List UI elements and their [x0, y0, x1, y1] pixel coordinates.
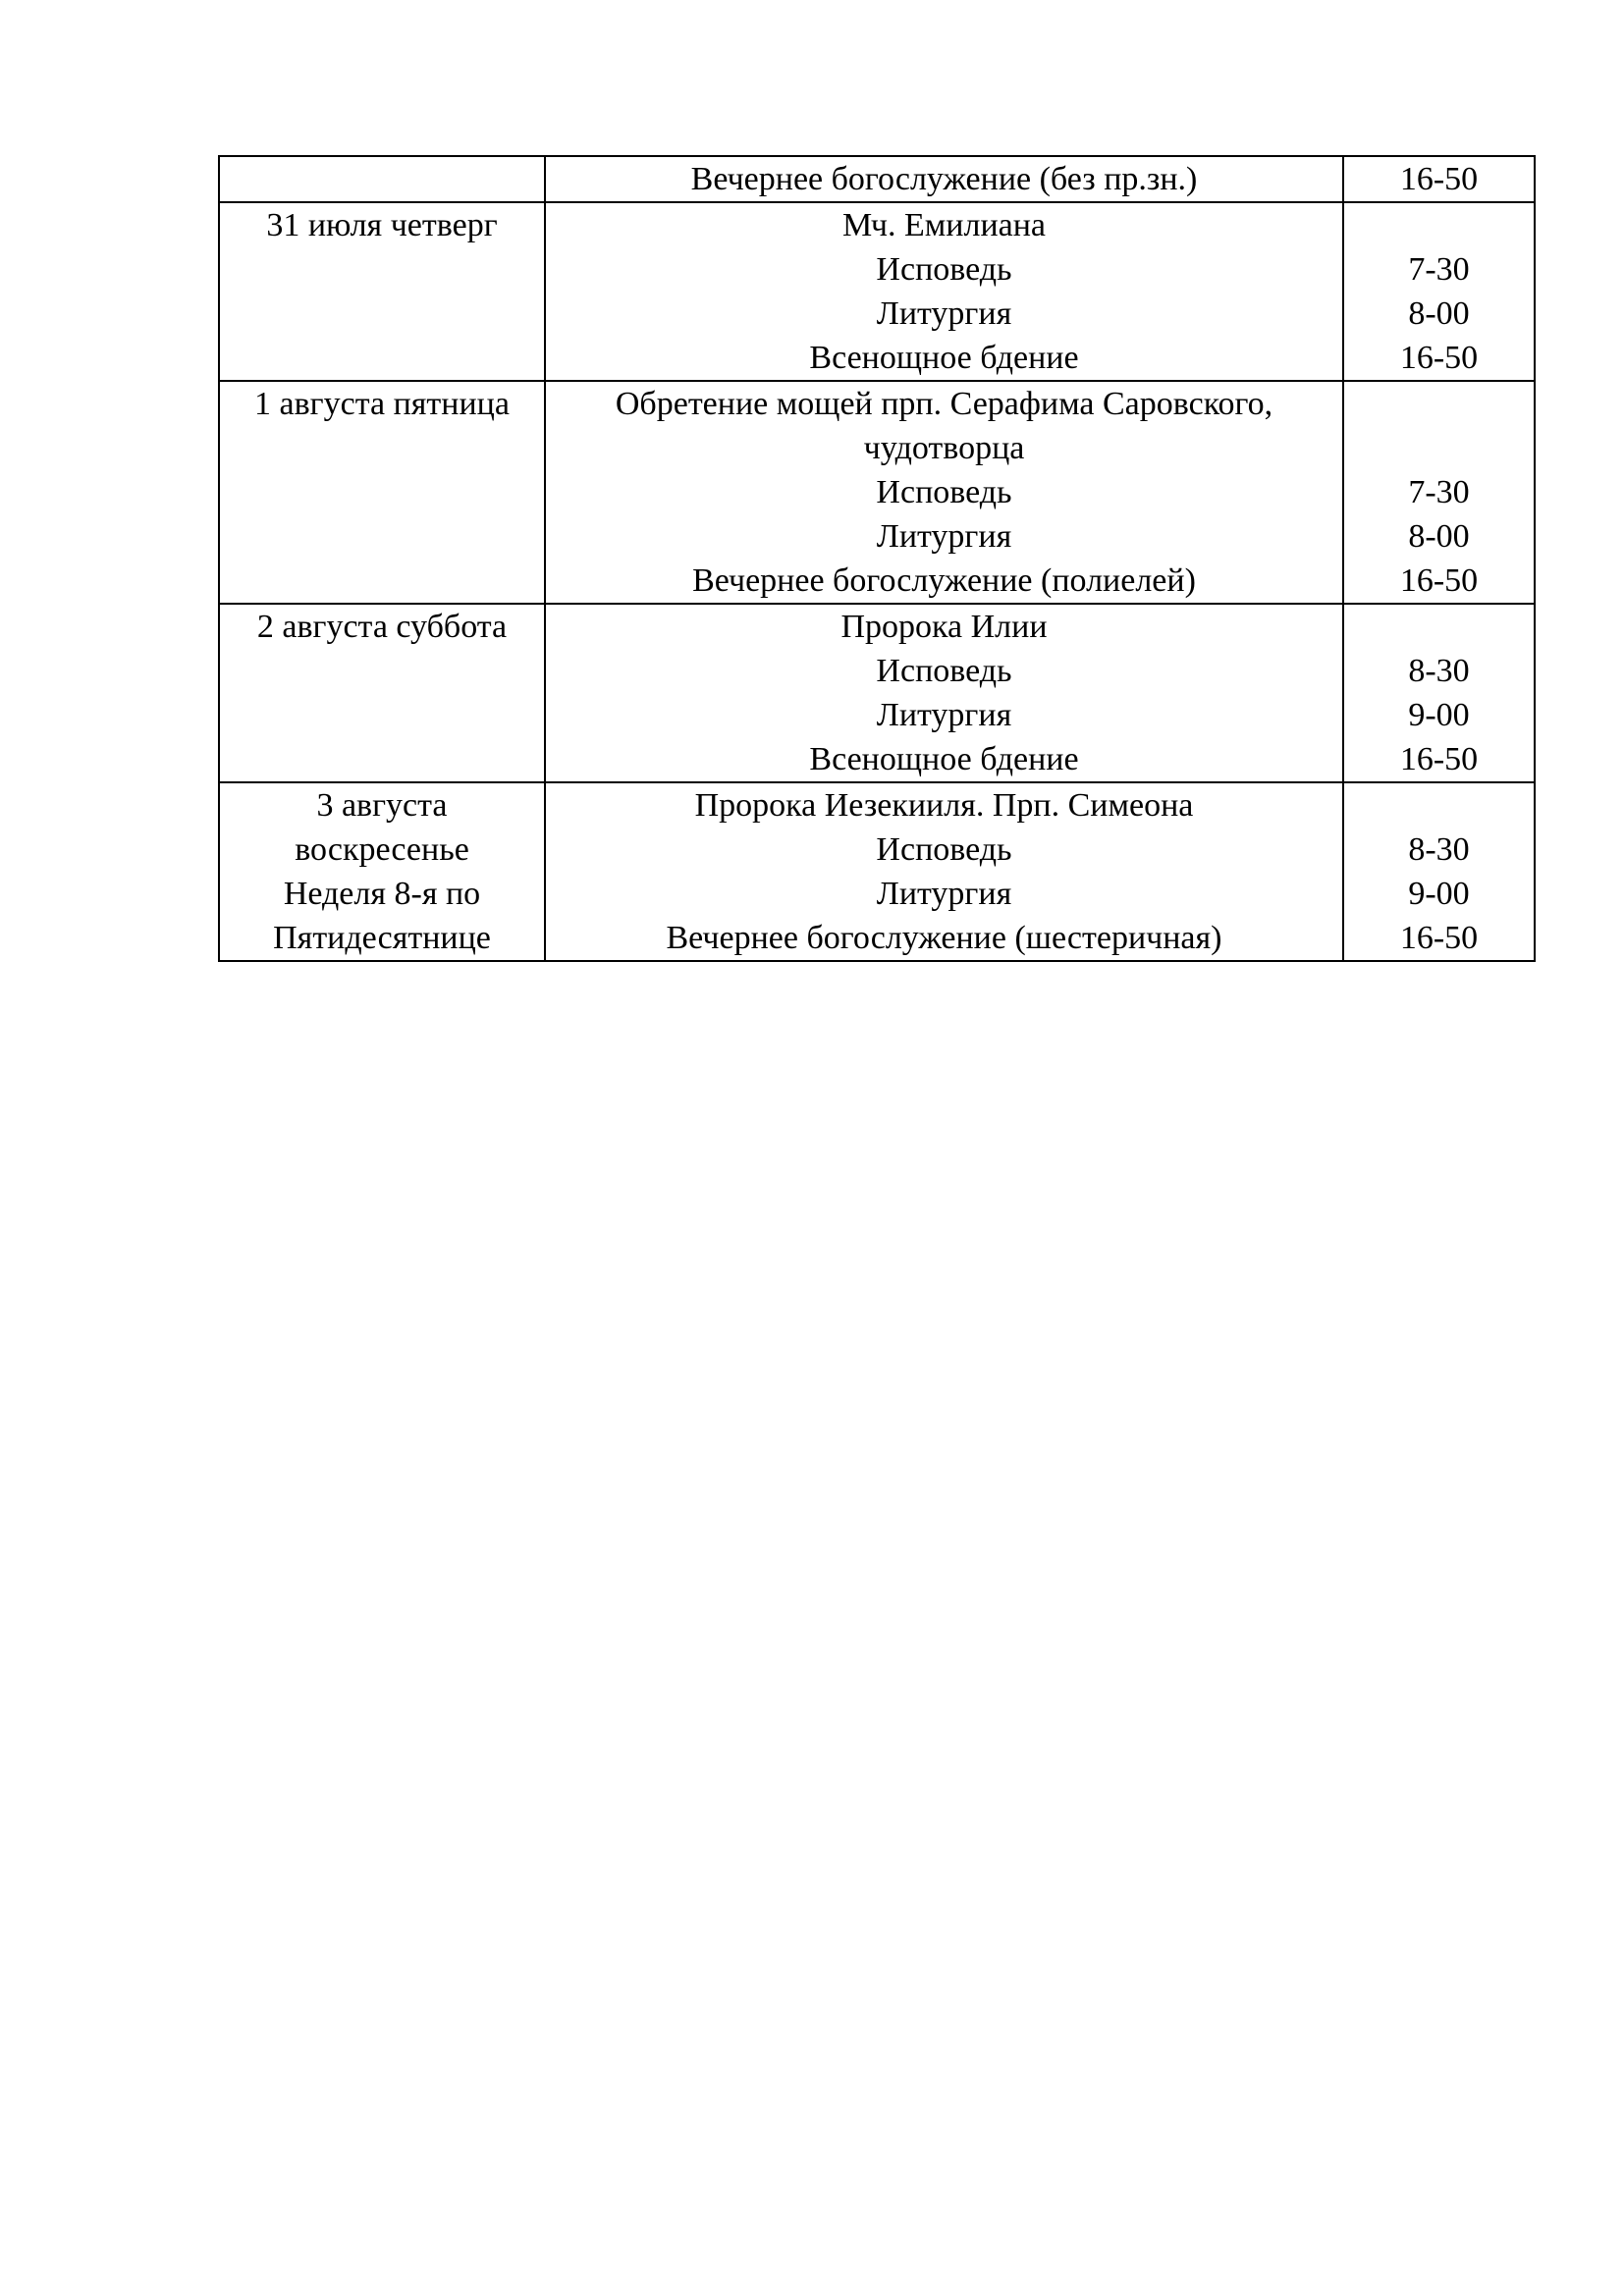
service-time: 8-00: [1408, 295, 1470, 332]
service-cell: [545, 604, 1343, 782]
date-label: Неделя 8-я по: [283, 876, 481, 912]
service-name: Всенощное бдение: [809, 340, 1079, 376]
time-cell: [1343, 604, 1535, 782]
date-cell: [219, 604, 545, 782]
service-time: 16-50: [1399, 920, 1479, 956]
service-cell: [545, 381, 1343, 604]
date-label: 31 июля четверг: [266, 207, 498, 243]
feast-name: Пророка Илии: [840, 609, 1048, 645]
service-name: Исповедь: [876, 251, 1012, 288]
feast-name: Пророка Иезекииля. Прп. Симеона: [694, 787, 1194, 824]
service-name: Исповедь: [876, 474, 1012, 510]
service-time: 7-30: [1408, 251, 1470, 288]
date-label: 2 августа суббота: [256, 609, 508, 645]
service-time: 9-00: [1408, 697, 1470, 733]
service-time: 8-00: [1408, 518, 1470, 555]
service-name: Исповедь: [876, 653, 1012, 689]
date-label: 3 августа: [316, 787, 448, 824]
time-cell: [1343, 156, 1535, 202]
service-name: Вечернее богослужение (без пр.зн.): [690, 161, 1198, 197]
service-cell: [545, 202, 1343, 381]
table-row: [219, 156, 1535, 202]
date-label: Пятидесятнице: [273, 920, 491, 956]
service-name: Всенощное бдение: [809, 741, 1079, 777]
feast-name: Обретение мощей прп. Серафима Саровского, чудотворца: [615, 386, 1273, 466]
service-time: 16-50: [1399, 741, 1479, 777]
service-schedule-table: [218, 155, 1536, 962]
table-row: [219, 782, 1535, 961]
service-time: 7-30: [1408, 474, 1470, 510]
service-cell: [545, 782, 1343, 961]
date-cell: [219, 202, 545, 381]
service-name: Исповедь: [876, 831, 1012, 868]
table-row: [219, 381, 1535, 604]
time-cell: [1343, 782, 1535, 961]
date-label: 1 августа пятница: [254, 386, 510, 422]
service-name: Литургия: [876, 876, 1012, 912]
service-time: 9-00: [1408, 876, 1470, 912]
service-time: 16-50: [1399, 340, 1479, 376]
table-row: [219, 202, 1535, 381]
service-time: 16-50: [1399, 562, 1479, 599]
service-name: Вечернее богослужение (полиелей): [692, 562, 1196, 599]
time-cell: [1343, 381, 1535, 604]
table-row: [219, 604, 1535, 782]
date-cell: [219, 381, 545, 604]
date-cell: [219, 782, 545, 961]
date-label: воскресенье: [295, 831, 469, 868]
date-cell: [219, 156, 545, 202]
service-name: Литургия: [876, 697, 1012, 733]
service-time: 8-30: [1408, 831, 1470, 868]
service-name: Вечернее богослужение (шестеричная): [666, 920, 1222, 956]
feast-name: Мч. Емилиана: [841, 207, 1047, 243]
service-time: 16-50: [1399, 161, 1479, 197]
time-cell: [1343, 202, 1535, 381]
service-cell: [545, 156, 1343, 202]
service-time: 8-30: [1408, 653, 1470, 689]
service-name: Литургия: [876, 295, 1012, 332]
service-name: Литургия: [876, 518, 1012, 555]
